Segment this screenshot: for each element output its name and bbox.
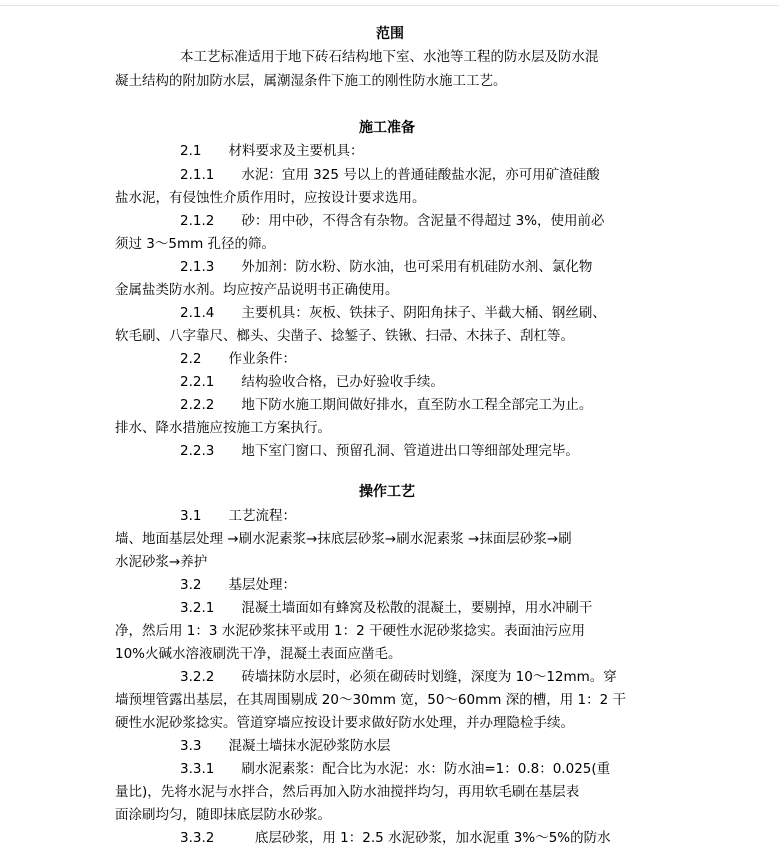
text-line: 软毛刷、八字靠尺、榔头、尖凿子、捻錾子、铁锹、扫帚、木抹子、刮杠等。 — [115, 328, 574, 344]
text-line: 10%火碱水溶液刷洗干净，混凝土表面应凿毛。 — [115, 646, 402, 662]
text-line: 墙预埋管露出基层，在其周围剔成 20～30mm 宽，50～60mm 深的槽，用 1：2 干 — [115, 692, 626, 708]
text-line: 硬性水泥砂浆捻实。管道穿墙应按设计要求做好防水处理，并办理隐检手续。 — [115, 715, 574, 731]
text-line: 2.1.2 砂：用中砂，不得含有杂物。含泥量不得超过 3%，使用前必 — [180, 213, 605, 229]
text-line: 排水、降水措施应按施工方案执行。 — [115, 420, 331, 436]
text-line: 凝土结构的附加防水层，属潮湿条件下施工的刚性防水施工工艺。 — [115, 73, 507, 89]
text-line: 2.2.1 结构验收合格，已办好验收手续。 — [180, 374, 444, 390]
text-line: 3.2.2 砖墙抹防水层时，必须在砌砖时划缝，深度为 10～12mm。穿 — [180, 669, 617, 685]
section-title-preparation: 施工准备 — [359, 120, 415, 136]
section-title-scope: 范围 — [376, 26, 404, 42]
text-line: 2.2.2 地下防水施工期间做好排水，直至防水工程全部完工为止。 — [180, 397, 593, 413]
text-line: 3.2.1 混凝土墙面如有蜂窝及松散的混凝土，要剔掉，用水冲刷干 — [180, 600, 593, 616]
text-line: 3.1 工艺流程： — [180, 508, 296, 524]
section-title-operations: 操作工艺 — [359, 484, 415, 500]
text-line: 3.3.1 刷水泥素浆：配合比为水泥：水：防水油=1：0.8：0.025(重 — [180, 761, 611, 777]
text-line: 3.3 混凝土墙抹水泥砂浆防水层 — [180, 738, 391, 754]
text-line: 墙、地面基层处理 →刷水泥素浆→抹底层砂浆→刷水泥素浆 →抹面层砂浆→刷 — [115, 531, 572, 547]
text-line: 净，然后用 1：3 水泥砂浆抹平或用 1：2 干硬性水泥砂浆捻实。表面油污应用 — [115, 623, 586, 639]
text-line: 2.2.3 地下室门窗口、预留孔洞、管道进出口等细部处理完毕。 — [180, 443, 579, 459]
text-line: 2.1.3 外加剂：防水粉、防水油，也可采用有机硅防水剂、氯化物 — [180, 259, 593, 275]
text-line: 2.1 材料要求及主要机具： — [180, 143, 364, 159]
text-line: 金属盐类防水剂。均应按产品说明书正确使用。 — [115, 282, 399, 298]
page-top-border — [0, 5, 779, 6]
text-line: 须过 3～5mm 孔径的筛。 — [115, 236, 276, 252]
text-line: 2.1.1 水泥：宜用 325 号以上的普通硅酸盐水泥，亦可用矿渣硅酸 — [180, 167, 600, 183]
text-line: 3.3.2 底层砂浆，用 1：2.5 水泥砂浆，加水泥重 3%～5%的防水 — [180, 830, 611, 846]
text-line: 3.2 基层处理： — [180, 577, 296, 593]
text-line: 本工艺标准适用于地下砖石结构地下室、水池等工程的防水层及防水混 — [180, 49, 599, 65]
text-line: 2.2 作业条件： — [180, 351, 296, 367]
text-line: 量比)，先将水泥与水拌合，然后再加入防水油搅拌均匀，再用软毛刷在基层表 — [115, 784, 580, 800]
text-line: 2.1.4 主要机具：灰板、铁抹子、阴阳角抹子、半截大桶、钢丝刷、 — [180, 305, 606, 321]
text-line: 水泥砂浆→养护 — [115, 554, 208, 570]
text-line: 面涂刷均匀，随即抹底层防水砂浆。 — [115, 807, 331, 823]
text-line: 盐水泥，有侵蚀性介质作用时，应按设计要求选用。 — [115, 190, 426, 206]
